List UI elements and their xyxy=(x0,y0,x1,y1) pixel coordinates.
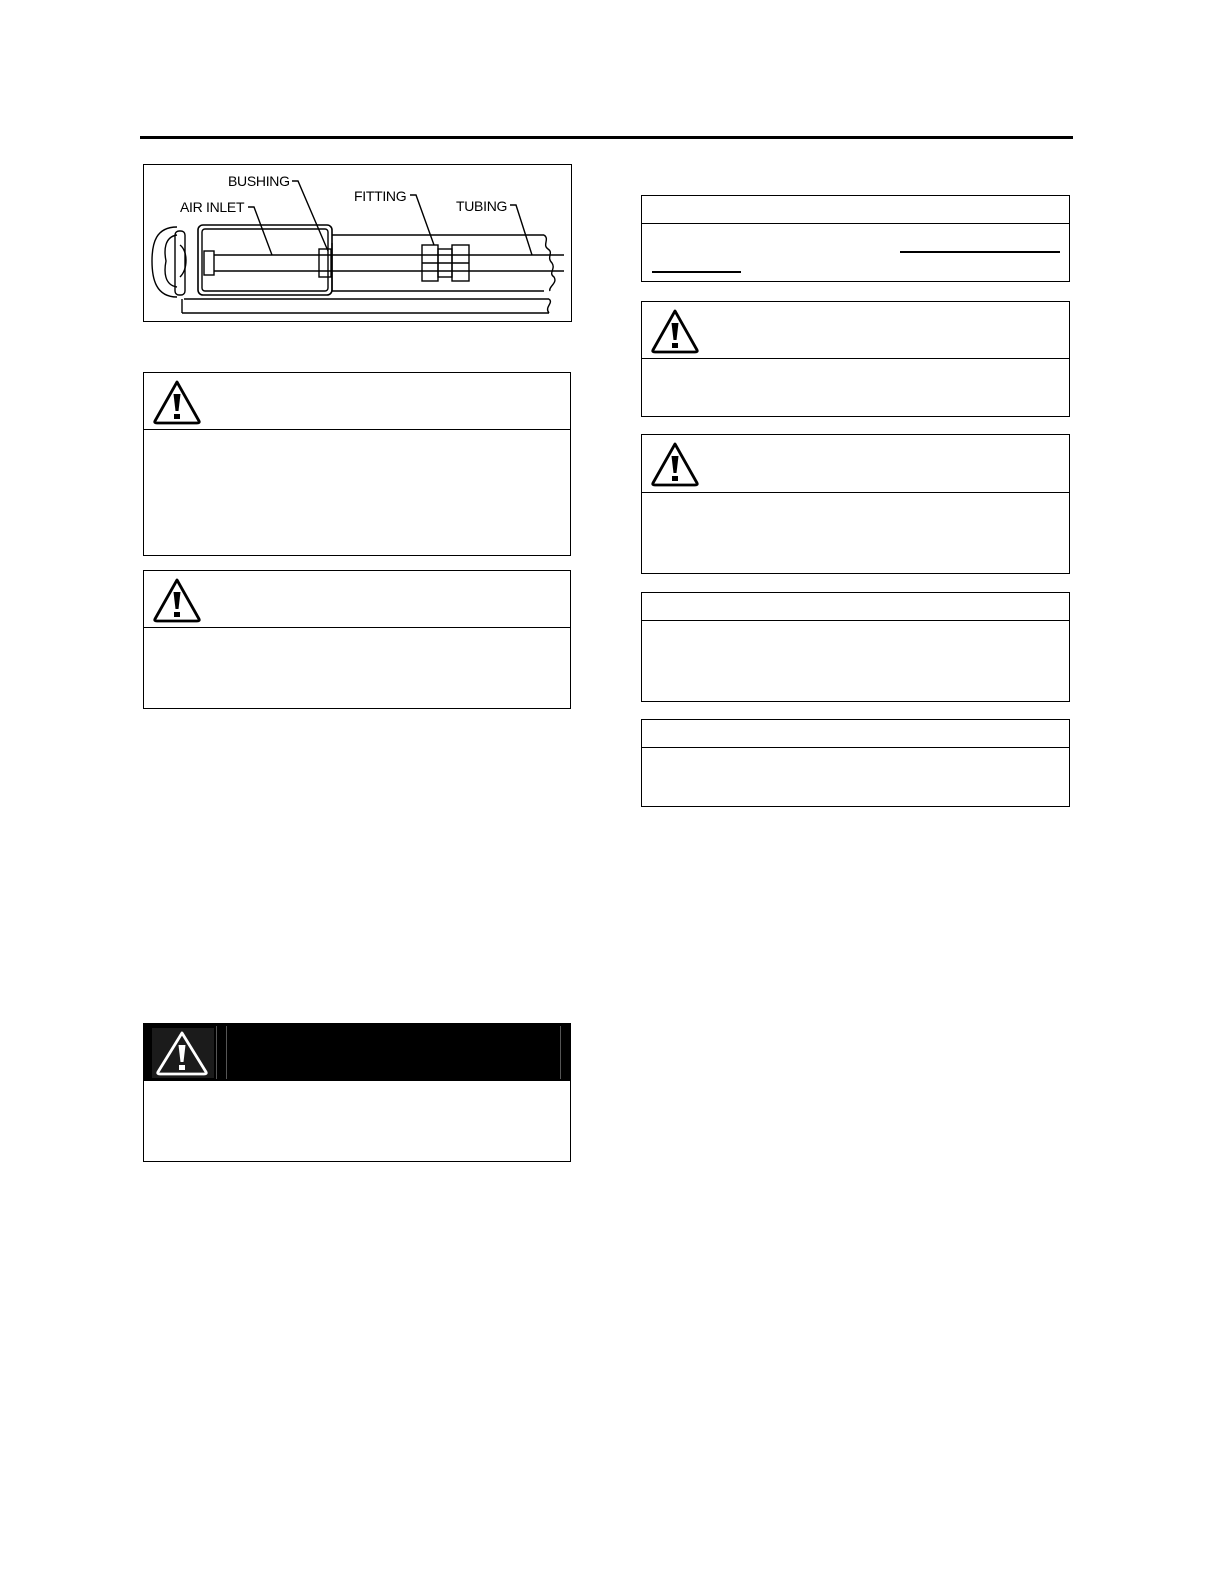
warning-box-header xyxy=(642,435,1069,493)
warning-box-2 xyxy=(143,570,571,709)
warning-box-header xyxy=(144,373,570,430)
note-box-body xyxy=(642,621,1069,641)
warning-box-body xyxy=(642,493,1069,513)
warning-triangle-icon xyxy=(154,1030,210,1076)
note-box-1 xyxy=(641,195,1070,282)
warning-triangle-icon xyxy=(650,308,700,354)
warning-triangle-icon xyxy=(152,379,202,425)
note-box-header xyxy=(642,196,1069,224)
fitting-callout: FITTING xyxy=(354,188,407,204)
warning-box-body xyxy=(144,628,570,648)
bushing-callout: BUSHING xyxy=(228,173,290,189)
warning-triangle-icon xyxy=(650,441,700,487)
warning-box-body xyxy=(144,430,570,450)
danger-box xyxy=(143,1023,571,1162)
warning-box-body xyxy=(642,359,1069,379)
warning-box-3 xyxy=(641,301,1070,417)
note-box-3 xyxy=(641,719,1070,807)
warning-box-header xyxy=(642,302,1069,359)
air-inlet-callout: AIR INLET xyxy=(180,199,245,215)
tubing-callout: TUBING xyxy=(456,198,508,214)
warning-box-header xyxy=(144,571,570,628)
note-box-body xyxy=(642,748,1069,768)
note-box-header xyxy=(642,593,1069,621)
underline-mark xyxy=(900,251,1060,253)
note-box-body xyxy=(642,224,1069,301)
underline-mark xyxy=(652,271,741,273)
danger-box-header xyxy=(144,1024,570,1081)
note-box-2 xyxy=(641,592,1070,702)
danger-box-body xyxy=(144,1081,570,1101)
air-inlet-figure xyxy=(143,164,572,322)
note-box-header xyxy=(642,720,1069,748)
warning-box-1 xyxy=(143,372,571,556)
warning-triangle-icon xyxy=(152,577,202,623)
warning-box-4 xyxy=(641,434,1070,574)
header-rule xyxy=(140,136,1073,139)
